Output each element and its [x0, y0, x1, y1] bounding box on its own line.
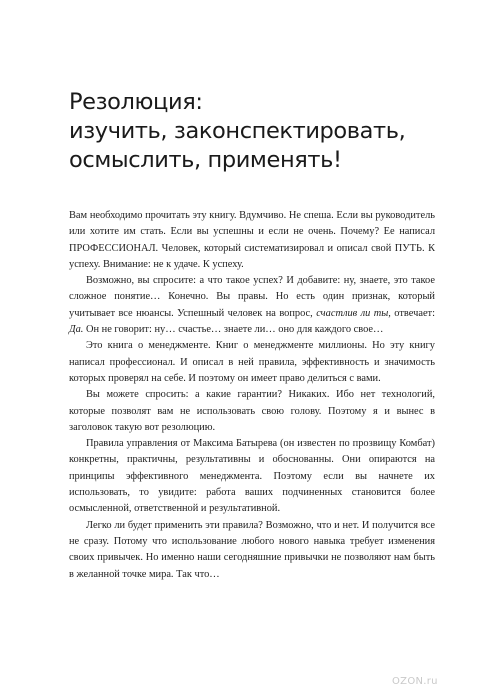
paragraph-1: Вам необходимо прочитать эту книгу. Вдумчиво. Не спеша. Если вы руководитель или хотите им стать. Если вы успешны и если не очень. Почему? Ее написал ПРОФЕССИОНАЛ. Человек, который систематизировал и описал свой ПУТЬ. К успеху. Внимание: не к удаче. К успеху.	[69, 210, 435, 270]
body-text	[69, 208, 435, 583]
heading-line-3: осмыслить, применять!	[69, 147, 342, 173]
paragraph-2-italic-answer: Да.	[69, 324, 84, 336]
paragraph-6: Легко ли будет применить эти правила? Возможно, что и нет. И получится все не сразу. Потому что использование любого нового навыка требует изменения своих привычек. Но именно наши сегодняшние привычки не позволяют нам быть в желанной точке мира. Так что…	[69, 519, 435, 580]
chapter-heading	[69, 88, 479, 175]
paragraph-4: Вы можете спросить: а какие гарантии? Никаких. Ибо нет технологий, которые позволят вам не использовать свою голову. Поэтому я и вынес в заголовок такую вот резолюцию.	[69, 389, 435, 433]
paragraph-2-italic-question: счастлив ли ты,	[316, 307, 391, 319]
paragraph-5: Правила управления от Максима Батырева (он известен по прозвищу Комбат) конкретны, практичны, результативны и обоснованны. Они опираются на принципы эффективного менеджмента. Поэтому если вы начнете их использовать, то увидите: работа ваших подчиненных становится более осмысленной, ответственной и результативной.	[69, 438, 435, 515]
paragraph-3: Это книга о менеджменте. Книг о менеджменте миллионы. Но эту книгу написал профессионал. И описал в ней правила, эффективность и значимость которых проверял на себе. И поэтому он имеет право делиться с вами.	[69, 340, 435, 384]
heading-line-2: изучить, законспектировать,	[69, 118, 406, 144]
ozon-watermark: OZON.ru	[392, 676, 438, 687]
paragraph-2-start: Возможно, вы спросите: а что такое успех? И добавите: ну, знаете, это такое сложное понятие… Конечно. Вы правы. Но есть один признак, который учитывает все нюансы. Успешный человек на вопрос,	[69, 275, 435, 319]
paragraph-2-end: Он не говорит: ну… счастье… знаете ли… оно для каждого свое…	[83, 324, 384, 336]
paragraph-2	[69, 273, 435, 338]
paragraph-2-middle: отвечает:	[390, 307, 435, 319]
heading-line-1: Резолюция:	[69, 89, 203, 115]
